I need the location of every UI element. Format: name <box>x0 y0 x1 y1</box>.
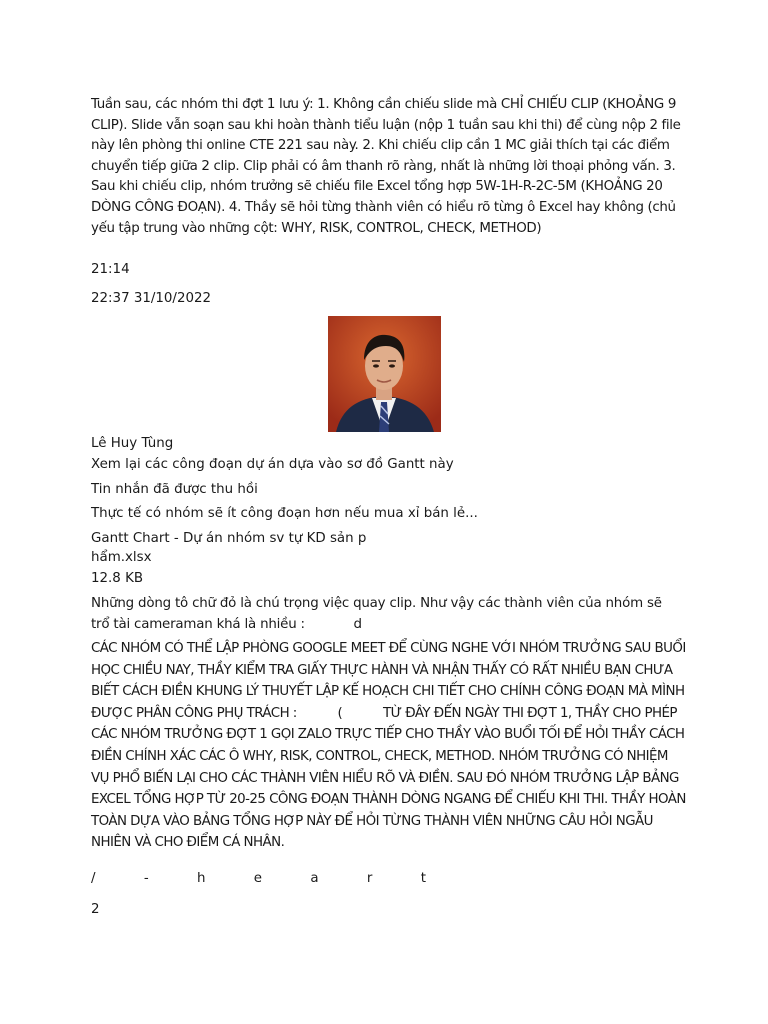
page-number: 2 <box>91 902 100 917</box>
attachment-file-name-continued[interactable]: hẩm.xlsx <box>91 550 152 565</box>
attachment-file-name[interactable]: Gantt Chart - Dự án nhóm sv tự KD sản p <box>91 531 367 546</box>
spaced-char: - <box>143 871 149 886</box>
note-paragraph: Những dòng tô chữ đỏ là chú trọng việc quay clip. Như vậy các thành viên của nhóm sẽ trổ tài cameraman khá là nhiều : d <box>91 596 666 632</box>
spaced-char: a <box>310 871 319 886</box>
sender-name: Lê Huy Tùng <box>91 436 174 451</box>
message-timestamp: 22:37 31/10/2022 <box>91 291 212 306</box>
spaced-char: r <box>366 871 373 886</box>
attachment-file-size: 12.8 KB <box>91 571 144 586</box>
message-text: Xem lại các công đoạn dự án dựa vào sơ đồ Gantt này <box>91 457 454 472</box>
spaced-char: e <box>253 871 263 886</box>
person-portrait-icon <box>328 316 441 432</box>
uppercase-announcement-paragraph: CÁC NHÓM CÓ THỂ LẬP PHÒNG GOOGLE MEET ĐỂ CÙNG NGHE VỚI NHÓM TRƯỞNG SAU BUỔI HỌC CHIỀU NAY, THẦY KIỂM TRA GIẤY THỰC HÀNH VÀ NHẬN THẤY CÓ RẤT NHIỀU BẠN CHƯA BIẾT CÁCH ĐIỀN KHUNG LÝ THUYẾT LẬP KẾ HOẠCH CHI TIẾT CHO CHÍNH CÔNG ĐOẠN MÀ MÌNH ĐƯỢC PHÂN CÔNG PHỤ TRÁCH : ( TỪ ĐÂY ĐẾN NGÀY THI ĐỢT 1, THẦY CHO PHÉP CÁC NHÓM TRƯỞNG ĐỢT 1 GỌI ZALO TRỰC TIẾP CHO THẦY VÀO BUỔI TỐI ĐỂ HỎI THẦY CÁCH ĐIỀN CHÍNH XÁC CÁC Ô WHY, RISK, CONTROL, CHECK, METHOD. NHÓM TRƯỞNG CÓ NHIỆM VỤ PHỔ BIẾN LẠI CHO CÁC THÀNH VIÊN HIỂU RÕ VÀ ĐIỀN. SAU ĐÓ NHÓM TRƯỞNG LẬP BẢNG EXCEL TỔNG HỢP TỪ 20-25 CÔNG ĐOẠN THÀNH DÒNG NGANG ĐỂ CHIẾU KHI THI. THẦY HOÀN TOÀN DỰA VÀO BẢNG TỔNG HỢP NÀY ĐỂ HỎI TỪNG THÀNH VIÊN NHỮNG CÂU HỎI NGẪU NHIÊN VÀ CHO ĐIỂM CÁ NHÂN. <box>91 641 690 851</box>
message-time: 21:14 <box>91 262 130 277</box>
spaced-characters-line <box>91 871 426 886</box>
sender-avatar-photo <box>328 316 441 432</box>
message-text: Thực tế có nhóm sẽ ít công đoạn hơn nếu mua xỉ bán lẻ... <box>91 506 478 521</box>
spaced-char: h <box>196 871 206 886</box>
spaced-char: / <box>91 871 96 886</box>
recalled-message-text: Tin nhắn đã được thu hồi <box>91 482 258 497</box>
spaced-char: t <box>420 871 426 886</box>
announcement-paragraph: Tuần sau, các nhóm thi đợt 1 lưu ý: 1. Không cần chiếu slide mà CHỈ CHIẾU CLIP (KHOẢNG 9 CLIP). Slide vẫn soạn sau khi hoàn thành tiểu luận (nộp 1 tuần sau khi thi) để cùng nộp 2 file này lên phòng thi online CTE 221 sau này. 2. Khi chiếu clip cần 1 MC giải thích tại các điểm chuyển tiếp giữa 2 clip. Clip phải có âm thanh rõ ràng, nhất là những lời thoại phỏng vấn. 3. Sau khi chiếu clip, nhóm trưởng sẽ chiếu file Excel tổng hợp 5W-1H-R-2C-5M (KHOẢNG 20 DÒNG CÔNG ĐOẠN). 4. Thầy sẽ hỏi từng thành viên có hiểu rõ từng ô Excel hay không (chủ yếu tập trung vào những cột: WHY, RISK, CONTROL, CHECK, METHOD) <box>91 97 681 236</box>
